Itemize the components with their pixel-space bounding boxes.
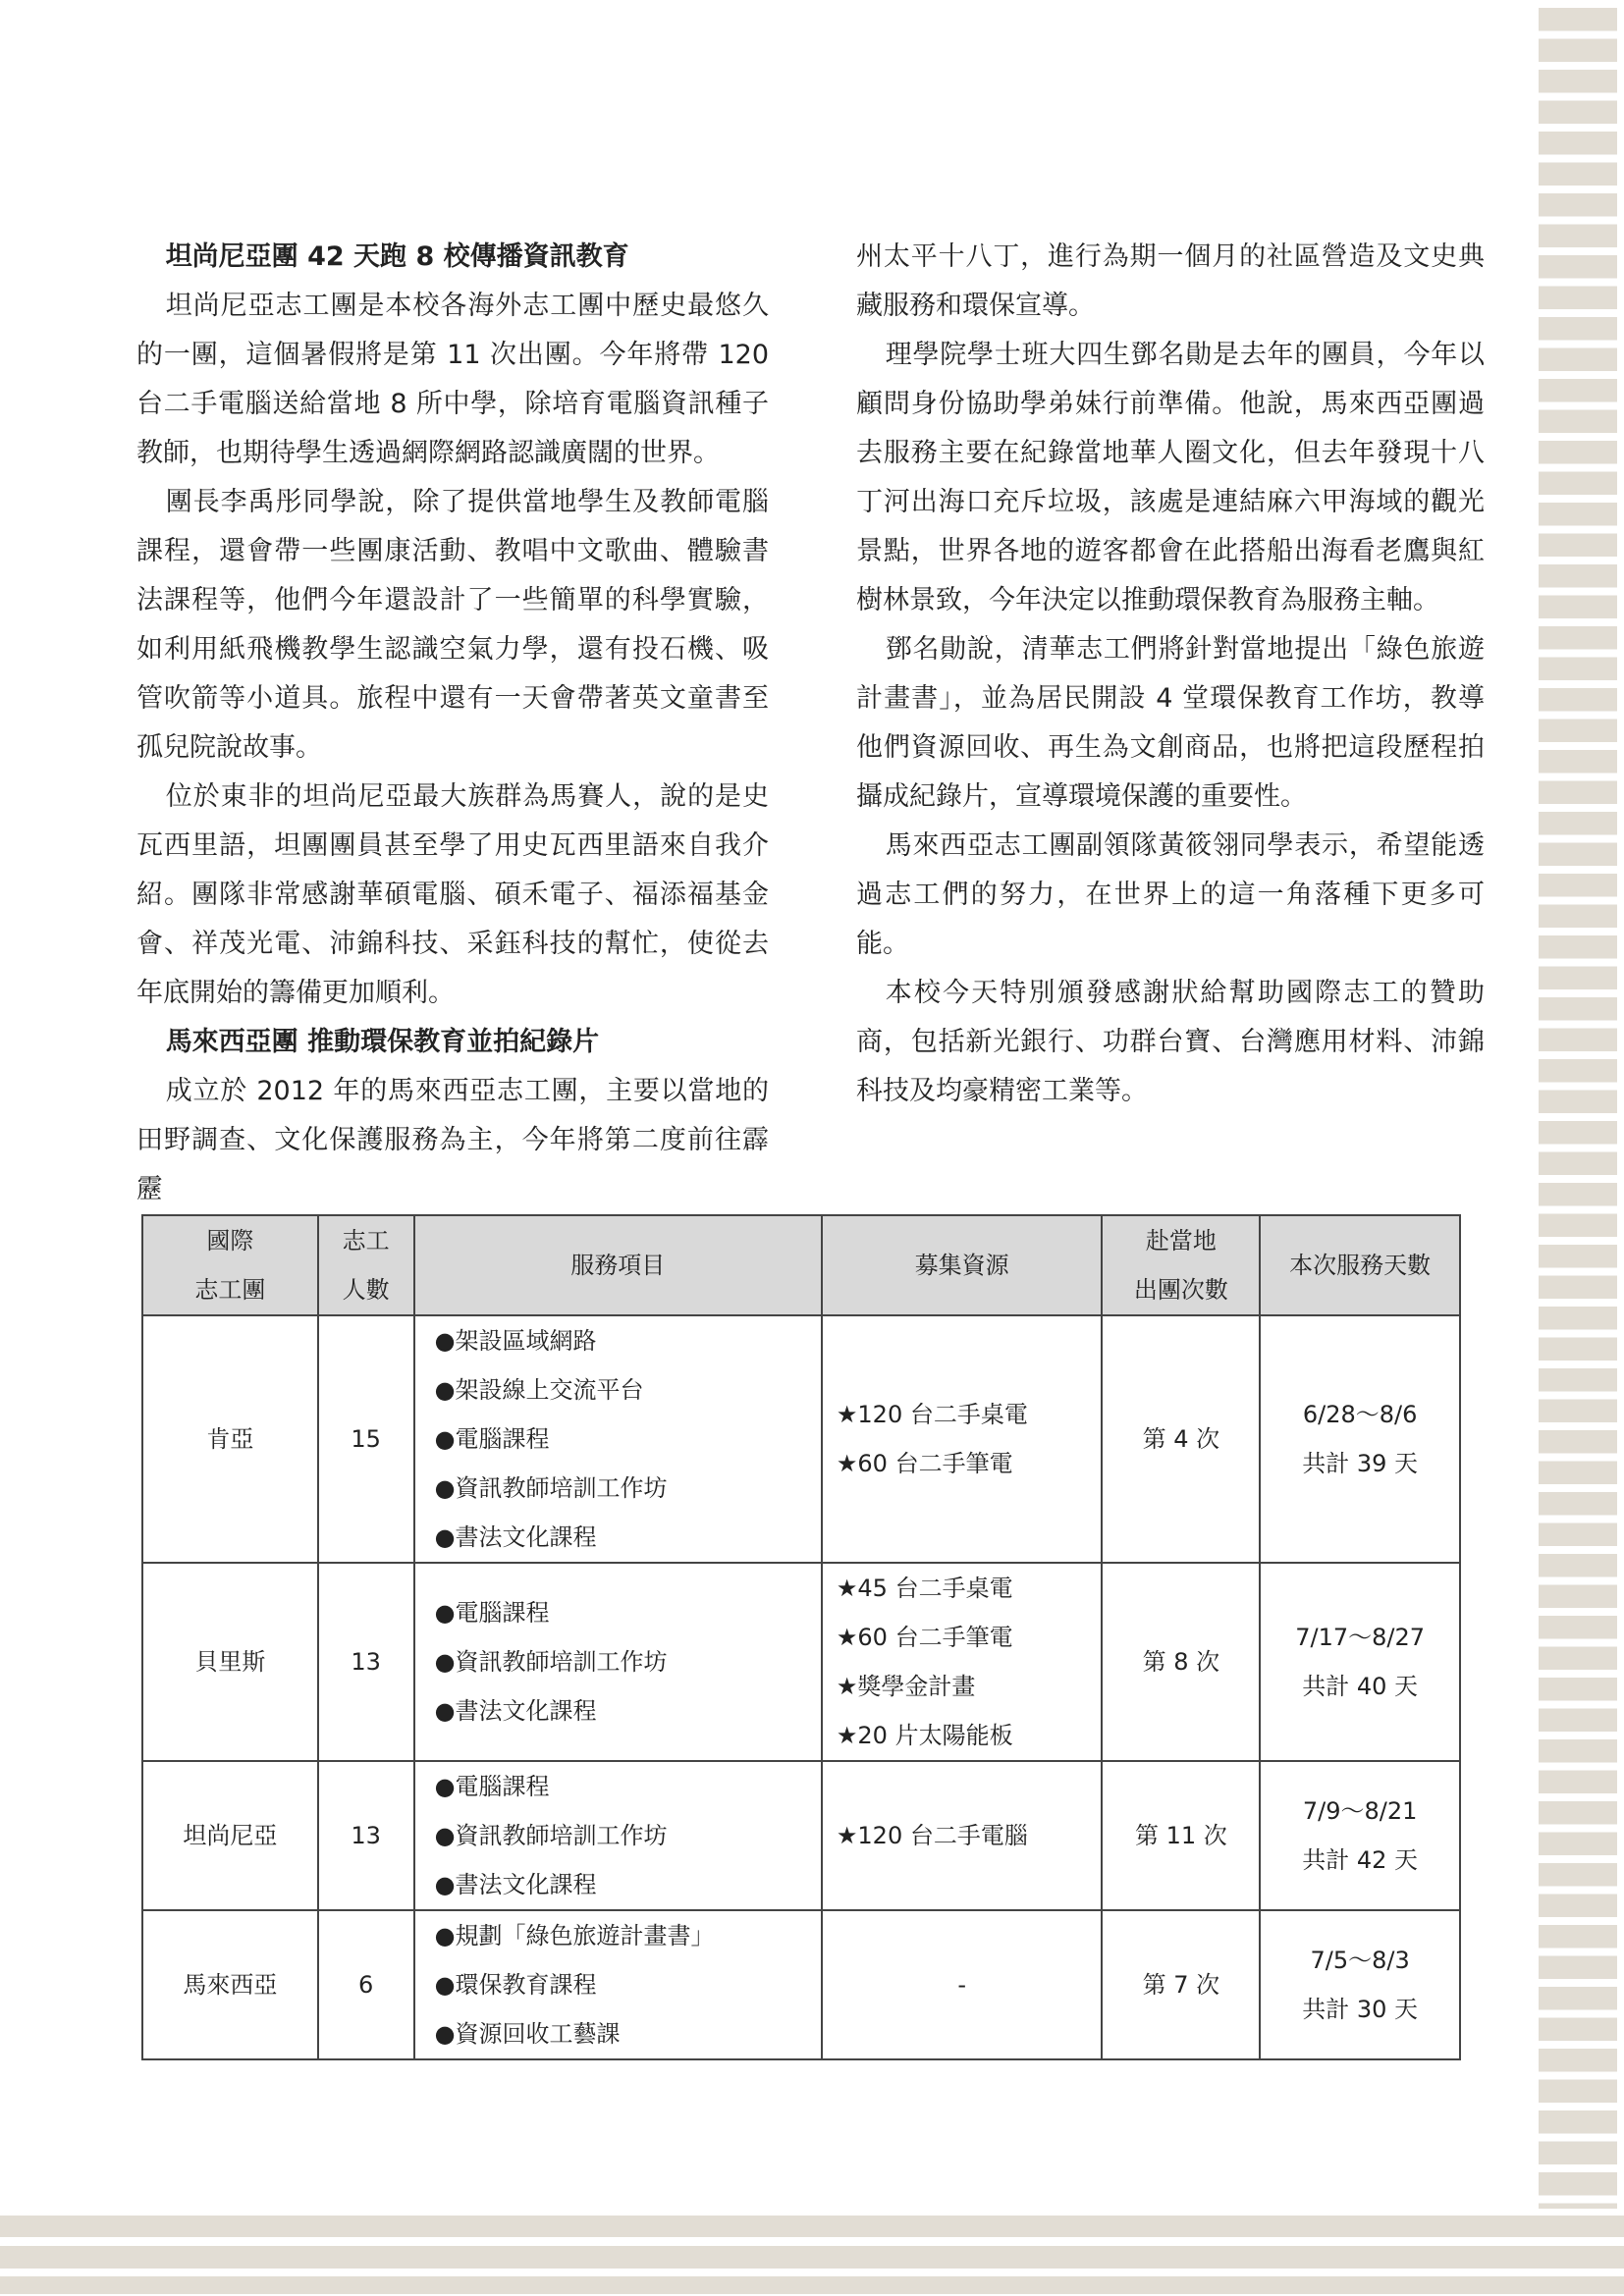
paragraph: 理學院學士班大四生鄧名勛是去年的團員，今年以顧問身份協助學弟妹行前準備。他說，馬來西亞團過去服務主要在紀錄當地華人圈文化，但去年發現十八丁河出海口充斥垃圾，該處是連結麻六甲海域的觀光景點，世界各地的遊客都會在此搭船出海看老鷹與紅樹林景致，今年決定以推動環保教育為服務主軸。 [856,340,1485,615]
cell-line: ●書法文化課程 [434,1871,597,1898]
cell-days: 7/9～8/21 共計 42 天 [1260,1761,1460,1910]
cell-line: ●資訊教師培訓工作坊 [434,1648,668,1676]
paragraph: 州太平十八丁，進行為期一個月的社區營造及文史典藏服務和環保宣導。 [856,241,1485,321]
cell-team: 坦尚尼亞 [142,1761,318,1910]
cell-line: ●架設區域網路 [434,1327,597,1355]
cell-line: ●資源回收工藝課 [434,2020,621,2048]
cell-line: ★獎學金計畫 [836,1673,976,1700]
table-row [142,1563,1460,1761]
cell-line: ★60 台二手筆電 [836,1624,1013,1651]
cell-trips: 第 4 次 [1102,1315,1260,1563]
cell-items [414,1910,822,2059]
section-heading-malaysia: 馬來西亞團 推動環保教育並拍紀錄片 [165,1027,600,1057]
decorative-stripe-bottom [0,2276,1624,2294]
section-heading-tanzania: 坦尚尼亞團 42 天跑 8 校傳播資訊教育 [165,241,629,272]
cell-line: ★60 台二手筆電 [836,1450,1013,1477]
decorative-stripe-bottom [0,2246,1624,2269]
cell-line: ●規劃「綠色旅遊計畫書」 [434,1922,715,1949]
cell-line: ★20 片太陽能板 [836,1722,1013,1749]
cell-team: 貝里斯 [142,1563,318,1761]
paragraph: 成立於 2012 年的馬來西亞志工團，主要以當地的田野調查、文化保護服務為主，今年將第二度前往霹靂 [136,1076,769,1204]
cell-resources [822,1563,1103,1761]
header-resources: 募集資源 [822,1215,1103,1315]
paragraph: 馬來西亞志工團副領隊黃筱翎同學表示，希望能透過志工們的努力，在世界上的這一角落種下更多可能。 [856,830,1485,959]
cell-line: ●資訊教師培訓工作坊 [434,1474,668,1502]
cell-line: ●環保教育課程 [434,1971,597,1999]
cell-days: 7/17～8/27 共計 40 天 [1260,1563,1460,1761]
cell-trips: 第 8 次 [1102,1563,1260,1761]
cell-line: ●電腦課程 [434,1599,550,1627]
cell-team: 肯亞 [142,1315,318,1563]
paragraph: 團長李禹彤同學說，除了提供當地學生及教師電腦課程，還會帶一些團康活動、教唱中文歌曲、體驗書法課程等，他們今年還設計了一些簡單的科學實驗，如利用紙飛機教學生認識空氣力學，還有投石機、吸管吹箭等小道具。旅程中還有一天會帶著英文童書至孤兒院說故事。 [136,487,769,763]
cell-items [414,1761,822,1910]
cell-team: 馬來西亞 [142,1910,318,2059]
cell-resources [822,1315,1103,1563]
cell-line: ●電腦課程 [434,1773,550,1800]
cell-line: ●書法文化課程 [434,1697,597,1725]
cell-items [414,1315,822,1563]
article-left-column [136,233,769,1214]
header-team: 國際 志工團 [142,1215,318,1315]
cell-count: 15 [318,1315,414,1563]
cell-trips: 第 11 次 [1102,1761,1260,1910]
cell-trips: 第 7 次 [1102,1910,1260,2059]
table-row [142,1761,1460,1910]
cell-line: ★120 台二手電腦 [836,1822,1028,1849]
cell-line: ★120 台二手桌電 [836,1401,1028,1428]
table-row [142,1315,1460,1563]
cell-count: 6 [318,1910,414,2059]
cell-line: ●書法文化課程 [434,1523,597,1551]
header-trips: 赴當地 出團次數 [1102,1215,1260,1315]
paragraph: 坦尚尼亞志工團是本校各海外志工團中歷史最悠久的一團，這個暑假將是第 11 次出團。今年將帶 120 台二手電腦送給當地 8 所中學，除培育電腦資訊種子教師，也期待學生透過網際網路認識廣闊的世界。 [136,291,769,468]
cell-resources [822,1910,1103,2059]
cell-line: ●電腦課程 [434,1425,550,1453]
table-header-row [142,1215,1460,1315]
table-row [142,1910,1460,2059]
cell-days: 6/28～8/6 共計 39 天 [1260,1315,1460,1563]
cell-line: - [957,1971,967,1999]
decorative-stripes-right [1539,0,1617,2209]
cell-line: ★45 台二手桌電 [836,1575,1013,1602]
cell-items [414,1563,822,1761]
cell-line: ●架設線上交流平台 [434,1376,644,1404]
cell-resources [822,1761,1103,1910]
paragraph: 位於東非的坦尚尼亞最大族群為馬賽人，說的是史瓦西里語，坦團團員甚至學了用史瓦西里語來自我介紹。團隊非常感謝華碩電腦、碩禾電子、福添福基金會、祥茂光電、沛錦科技、采鈺科技的幫忙，使從去年底開始的籌備更加順利。 [136,781,769,1008]
paragraph: 鄧名勛說，清華志工們將針對當地提出「綠色旅遊計畫書」，並為居民開設 4 堂環保教育工作坊，教導他們資源回收、再生為文創商品，也將把這段歷程拍攝成紀錄片，宣導環境保護的重要性。 [856,634,1485,812]
header-days: 本次服務天數 [1260,1215,1460,1315]
decorative-stripe-bottom [0,2216,1624,2237]
cell-line: ●資訊教師培訓工作坊 [434,1822,668,1849]
cell-count: 13 [318,1563,414,1761]
header-count: 志工 人數 [318,1215,414,1315]
paragraph: 本校今天特別頒發感謝狀給幫助國際志工的贊助商，包括新光銀行、功群台寶、台灣應用材料、沛錦科技及均豪精密工業等。 [856,978,1485,1106]
header-items: 服務項目 [414,1215,822,1315]
volunteer-teams-table [141,1214,1461,2060]
article-right-column [856,233,1485,1116]
cell-count: 13 [318,1761,414,1910]
cell-days: 7/5～8/3 共計 30 天 [1260,1910,1460,2059]
